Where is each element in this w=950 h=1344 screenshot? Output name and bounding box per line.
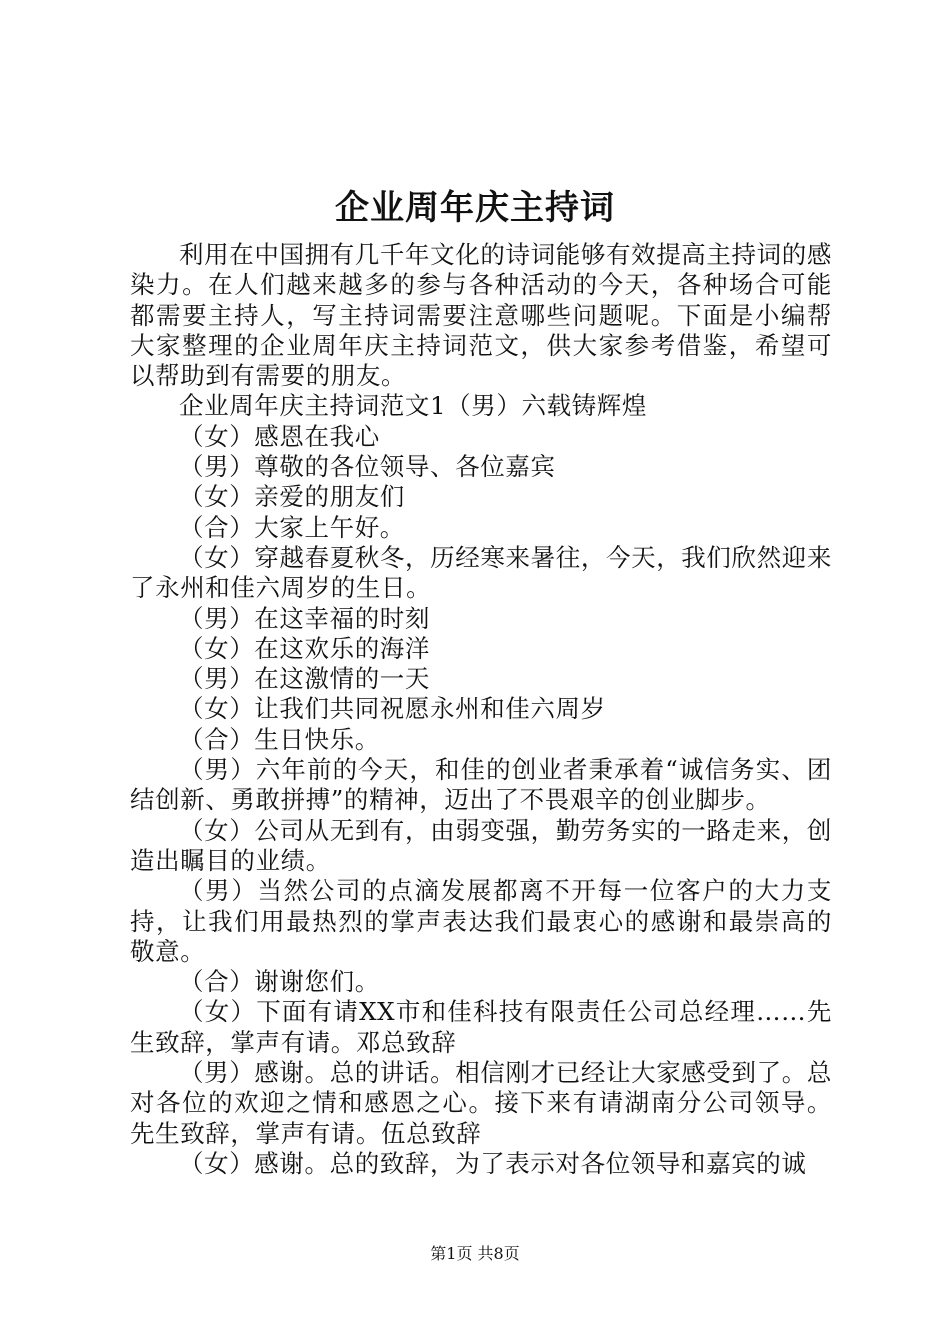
paragraph: （男）当然公司的点滴发展都离不开每一位客户的大力支持，让我们用最热烈的掌声表达我们最衷心的感谢和最崇高的敬意。 [130, 876, 832, 966]
paragraph: （男）在这激情的一天 [179, 664, 430, 694]
paragraph: （男）六年前的今天，和佳的创业者秉承着“诚信务实、团结创新、勇敢拼搏”的精神，迈出了不畏艰辛的创业脚步。 [130, 755, 832, 815]
page-footer: 第1页 共8页 [430, 1244, 520, 1263]
paragraph: （男）感谢。总的讲话。相信刚才已经让大家感受到了。总对各位的欢迎之情和感恩之心。接下来有请湖南分公司领导。先生致辞，掌声有请。伍总致辞 [130, 1058, 832, 1148]
paragraph: （女）感恩在我心 [179, 421, 380, 451]
paragraph: （女）感谢。总的致辞，为了表示对各位领导和嘉宾的诚 [179, 1148, 807, 1178]
paragraph: （女）公司从无到有，由弱变强，勤劳务实的一路走来，创造出瞩目的业绩。 [130, 815, 832, 875]
paragraph: （合）生日快乐。 [179, 724, 380, 754]
paragraph: 利用在中国拥有几千年文化的诗词能够有效提高主持词的感染力。在人们越来越多的参与各种活动的今天，各种场合可能都需要主持人，写主持词需要注意哪些问题呢。下面是小编帮大家整理的企业周年庆主持词范文，供大家参考借鉴，希望可以帮助到有需要的朋友。 [130, 240, 832, 391]
paragraph: （女）亲爱的朋友们 [179, 482, 405, 512]
paragraph: （男）尊敬的各位领导、各位嘉宾 [179, 452, 556, 482]
document-title: 企业周年庆主持词 [335, 188, 615, 228]
document-body [130, 240, 832, 1179]
paragraph: （女）穿越春夏秋冬，历经寒来暑往，今天，我们欣然迎来了永州和佳六周岁的生日。 [130, 542, 832, 603]
paragraph: 企业周年庆主持词范文1（男）六载铸辉煌 [179, 391, 647, 421]
paragraph: （女）下面有请XX市和佳科技有限责任公司总经理……先生致辞，掌声有请。邓总致辞 [130, 997, 832, 1057]
paragraph: （合）大家上午好。 [179, 512, 405, 542]
paragraph: （合）谢谢您们。 [179, 967, 380, 997]
paragraph: （女）让我们共同祝愿永州和佳六周岁 [179, 694, 606, 724]
paragraph: （女）在这欢乐的海洋 [179, 633, 430, 663]
paragraph: （男）在这幸福的时刻 [179, 603, 430, 633]
